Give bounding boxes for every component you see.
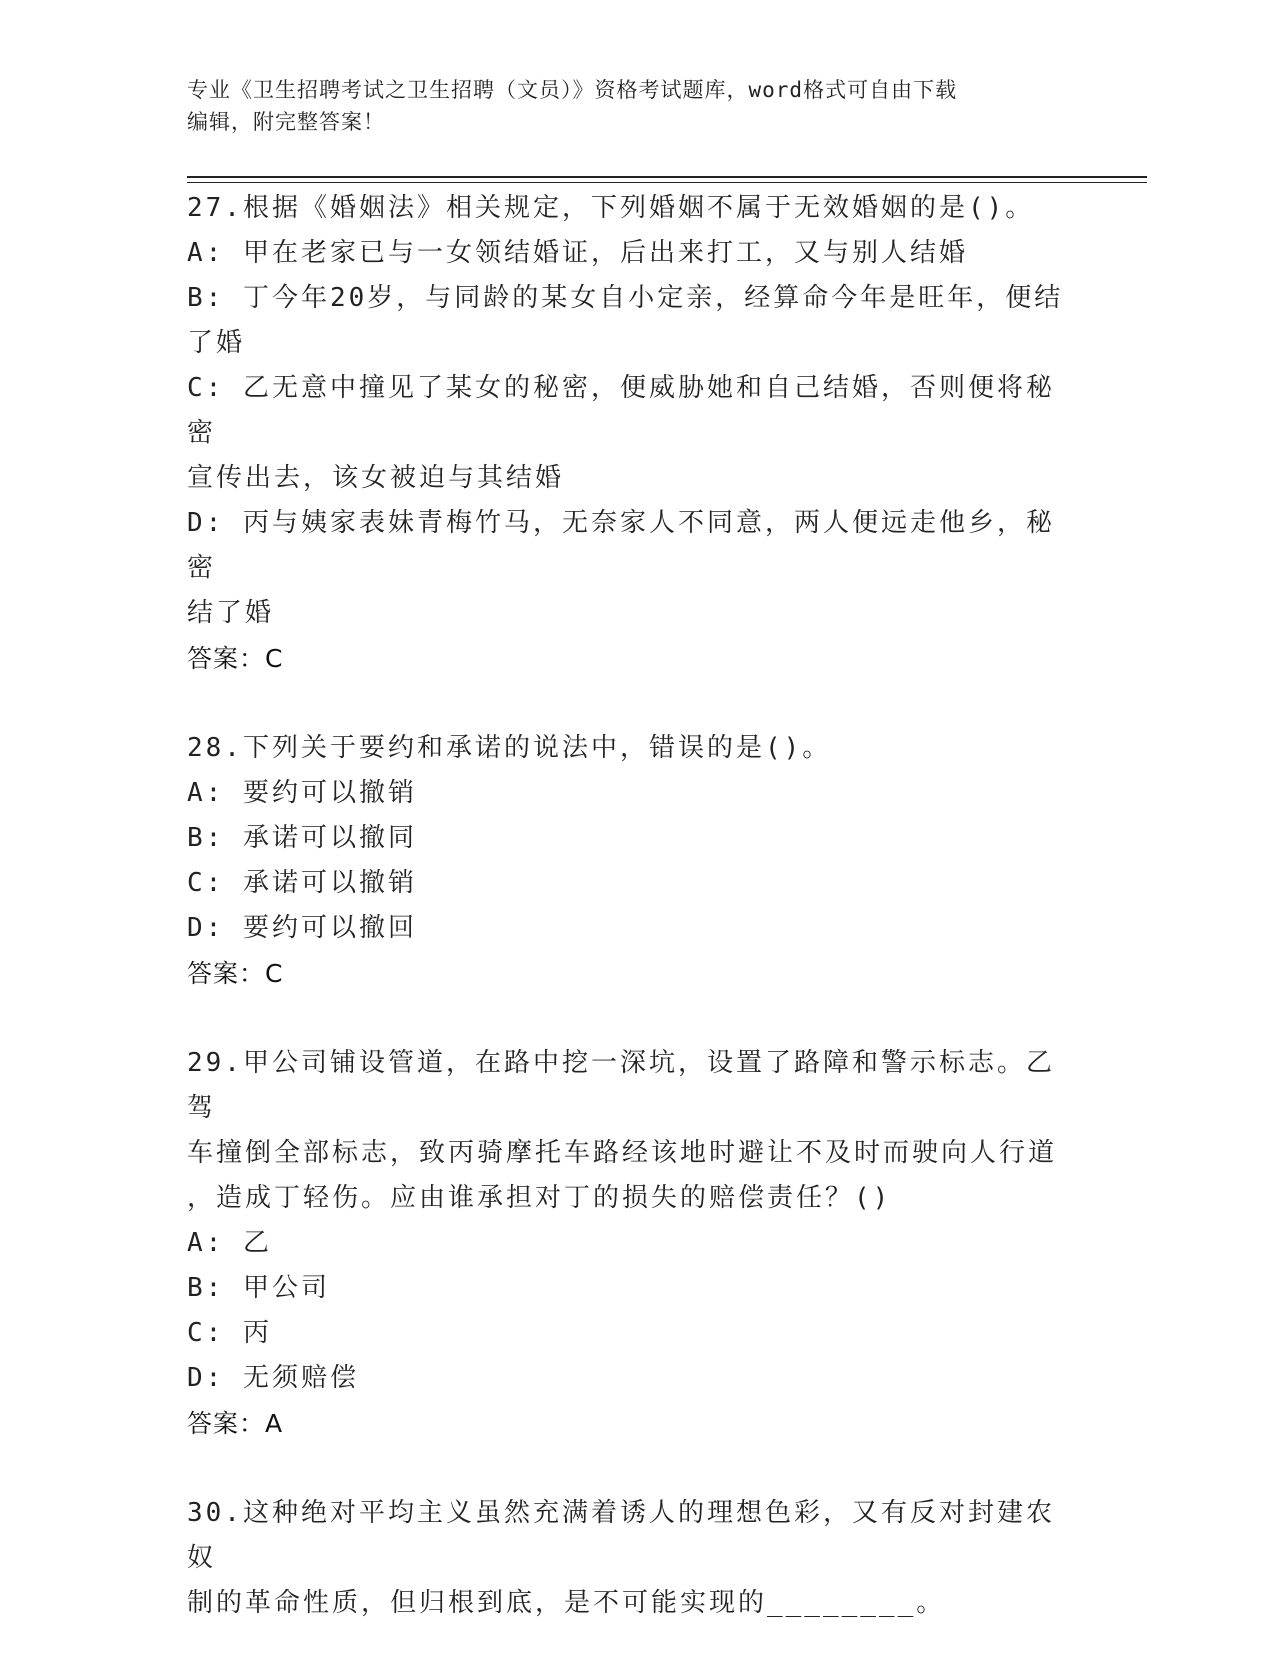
question-stem-line: 29.甲公司铺设管道，在路中挖一深坑，设置了路障和警示标志。乙驾 bbox=[187, 1048, 1055, 1123]
question-stem-line: 制的革命性质，但归根到底，是不可能实现的________。 bbox=[187, 1588, 946, 1618]
document-header bbox=[187, 74, 1087, 138]
answer-line: 答案：C bbox=[187, 959, 284, 988]
answer-line: 答案：C bbox=[187, 644, 284, 673]
question-item bbox=[187, 1041, 1067, 1446]
question-item bbox=[187, 726, 1067, 996]
question-stem-line: 30.这种绝对平均主义虽然充满着诱人的理想色彩，又有反对封建农奴 bbox=[187, 1498, 1055, 1573]
option-line: A: 要约可以撤销 bbox=[187, 778, 417, 808]
question-stem-line: ，造成丁轻伤。应由谁承担对丁的损失的赔偿责任？() bbox=[187, 1183, 892, 1213]
question-stem-line: 27.根据《婚姻法》相关规定，下列婚姻不属于无效婚姻的是()。 bbox=[187, 193, 1035, 223]
header-line-2: 编辑，附完整答案！ bbox=[187, 110, 385, 134]
question-list bbox=[187, 186, 1067, 1671]
option-line: D: 要约可以撤回 bbox=[187, 913, 417, 943]
option-line: B: 丁今年20岁，与同龄的某女自小定亲，经算命今年是旺年，便结 bbox=[187, 283, 1064, 313]
option-line: A: 乙 bbox=[187, 1228, 272, 1258]
option-line: C: 丙 bbox=[187, 1318, 272, 1348]
option-line: B: 甲公司 bbox=[187, 1273, 330, 1303]
option-line: D: 丙与姨家表妹青梅竹马，无奈家人不同意，两人便远走他乡，秘密 bbox=[187, 508, 1055, 583]
option-line: B: 承诺可以撤同 bbox=[187, 823, 417, 853]
option-line: C: 承诺可以撤销 bbox=[187, 868, 417, 898]
option-line: 结了婚 bbox=[187, 598, 275, 628]
option-line: A: 甲在老家已与一女领结婚证，后出来打工，又与别人结婚 bbox=[187, 238, 968, 268]
option-line: C: 乙无意中撞见了某女的秘密，便威胁她和自己结婚，否则便将秘密 bbox=[187, 373, 1055, 448]
question-item bbox=[187, 186, 1067, 681]
question-stem-line: 28.下列关于要约和承诺的说法中，错误的是()。 bbox=[187, 733, 832, 763]
header-line-1: 专业《卫生招聘考试之卫生招聘（文员）》资格考试题库，word格式可自由下载 bbox=[187, 78, 958, 102]
question-item bbox=[187, 1491, 1067, 1626]
option-line: 宣传出去，该女被迫与其结婚 bbox=[187, 463, 565, 493]
question-stem-line: 车撞倒全部标志，致丙骑摩托车路经该地时避让不及时而驶向人行道 bbox=[187, 1138, 1058, 1168]
header-divider bbox=[187, 176, 1147, 183]
option-line: D: 无须赔偿 bbox=[187, 1363, 359, 1393]
answer-line: 答案：A bbox=[187, 1409, 284, 1438]
option-line: 了婚 bbox=[187, 328, 246, 358]
